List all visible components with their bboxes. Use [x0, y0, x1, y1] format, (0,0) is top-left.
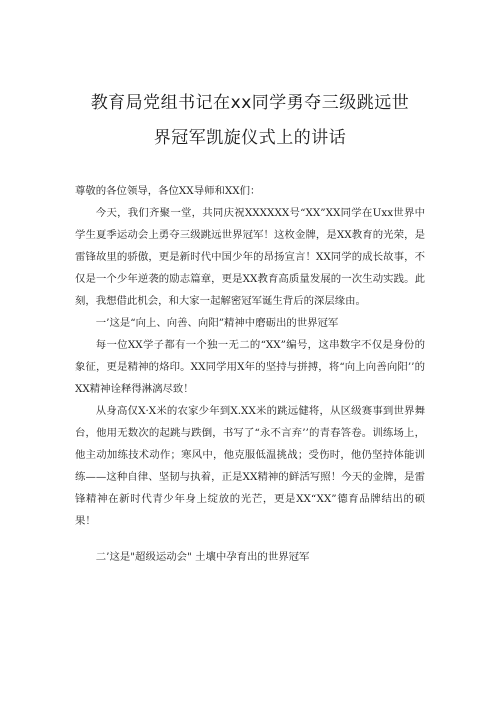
document-body [75, 180, 425, 568]
section-heading-1: 一’这是“向上、向善、向阳”精神中磨砺出的世界冠军 [95, 317, 339, 329]
salutation: 尊敬的各位领导，各位XX导师和XX们： [75, 185, 261, 197]
document-title-line-1: 教育局党组书记在xx同学勇夺三级跳远世 [90, 93, 410, 113]
section-heading-2: 二’这是"超级运动会" 土壤中孕育出的世界冠军 [95, 551, 310, 563]
paragraph-spirit: 每一位XX学子都有一个独一无二的“XX”编号，这串数字不仅是身份的象征，更是精神的烙印。XX同学用X年的坚持与拼搏，将“向上向善向阳’’的XX精神诠释得淋漓尽致！ [75, 339, 425, 395]
document-title-line-2: 界冠军凯旋仪式上的讲话 [153, 128, 347, 148]
paragraph-intro: 今天，我们齐聚一堂，共同庆祝XXXXXX号“XX”XX同学在Uxx世界中学生夏季运动会上勇夺三级跳远世界冠军！这枚金牌，是XX教育的光荣，是雷锋故里的骄傲，更是新时代中国少年的昂扬宣言！XX同学的成长故事，不仅是一个少年逆袭的励志篇章，更是XX教育高质量发展的一次生动实践。此刻，我想借此机会，和大家一起解密冠军诞生背后的深层缘由。 [75, 207, 425, 307]
paragraph-growth: 从身高仅X·X米的农家少年到X.XX米的跳远健将，从区级赛事到世界舞台，他用无数次的起跳与跌倒，书写了“永不言弃’’的青春答卷。训练场上，他主动加练技术动作；寒风中，他克服低温挑战；受伤时，他仍坚持体能训练——这种自律、坚韧与执着，正是XX精神的鲜活写照！今天的金牌，是雷锋精神在新时代青少年身上绽放的光芒，更是XX“XX”德育品牌结出的硕果！ [75, 405, 425, 527]
